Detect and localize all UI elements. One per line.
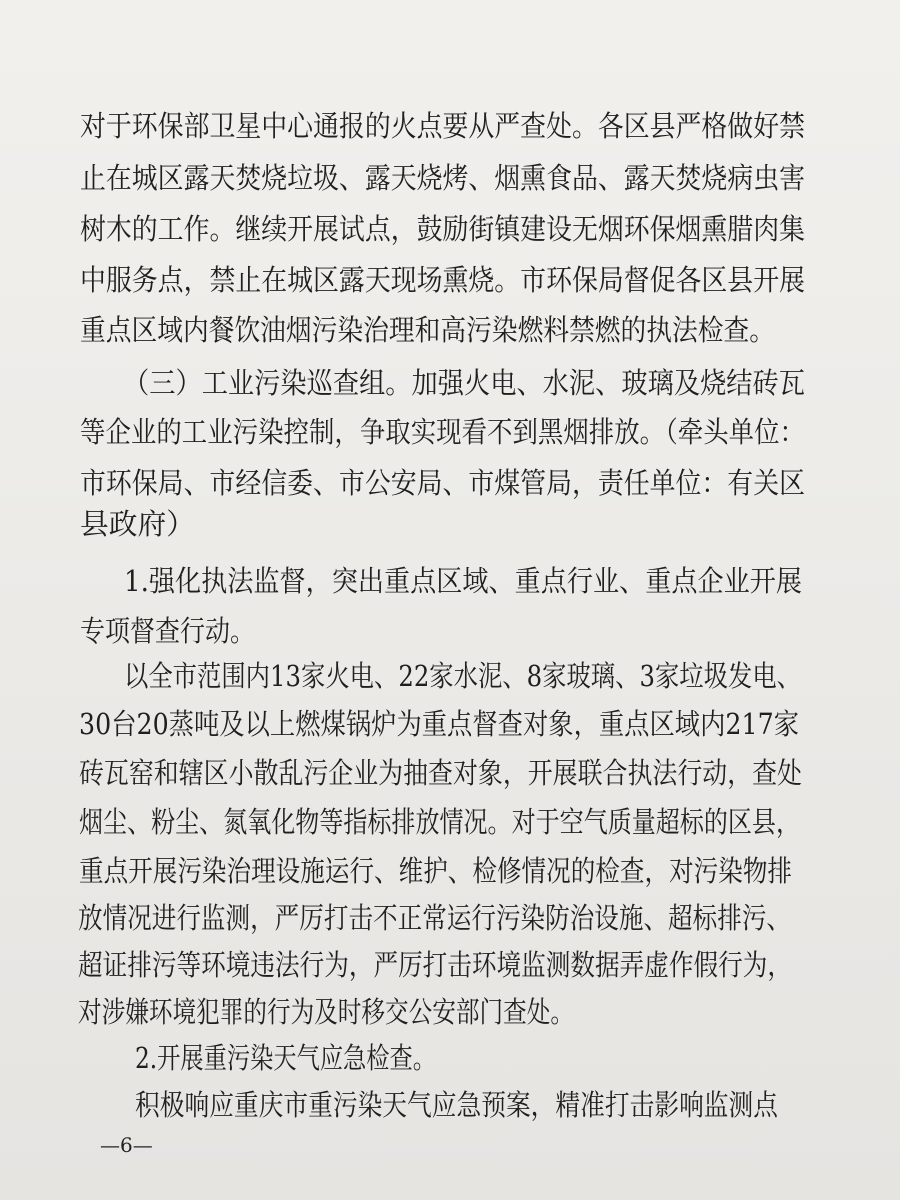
text-line: 放情况进行监测，严厉打击不正常运行污染防治设施、超标排污、 xyxy=(78,901,791,935)
text-line: 30台20蒸吨及以上燃煤锅炉为重点督查对象，重点区域内217家 xyxy=(79,707,799,741)
text-line: 重点开展污染治理设施运行、维护、检修情况的检查，对污染物排 xyxy=(79,854,792,888)
text-line: 砖瓦窑和辖区小散乱污企业为抽查对象，开展联合执法行动，查处 xyxy=(79,756,802,790)
text-line: 等企业的工业污染控制，争取实现看不到黑烟排放。（牵头单位： xyxy=(80,415,805,449)
text-line: 县政府） xyxy=(80,507,195,541)
text-line: 专项督查行动。 xyxy=(80,614,255,648)
text-line: 积极响应重庆市重污染天气应急预案，精准打击影响监测点 xyxy=(135,1088,778,1122)
text-line: 对于环保部卫星中心通报的火点要从严查处。各区县严格做好禁 xyxy=(80,109,805,143)
text-line: 对涉嫌环境犯罪的行为及时移交公安部门查处。 xyxy=(78,995,574,1029)
page-number: —6— xyxy=(100,1133,153,1157)
text-line: 1.强化执法监督，突出重点区域、重点行业、重点企业开展 xyxy=(124,564,802,598)
text-line: （三）工业污染巡查组。加强火电、水泥、玻璃及烧结砖瓦 xyxy=(123,366,805,400)
text-line: 重点区域内餐饮油烟污染治理和高污染燃料禁燃的执法检查。 xyxy=(80,313,775,347)
text-line: 市环保局、市经信委、市公安局、市煤管局，责任单位：有关区 xyxy=(80,466,805,500)
text-line: 2.开展重污染天气应急检查。 xyxy=(135,1041,436,1075)
text-line: 以全市范围内13家火电、22家水泥、8家玻璃、3家垃圾发电、 xyxy=(124,659,801,693)
text-line: 超证排污等环境违法行为，严厉打击环境监测数据弄虚作假行为， xyxy=(78,948,792,982)
text-line: 烟尘、粉尘、氮氧化物等指标排放情况。对于空气质量超标的区县， xyxy=(79,805,800,839)
text-line: 止在城区露天焚烧垃圾、露天烧烤、烟熏食品、露天焚烧病虫害 xyxy=(80,161,805,195)
text-line: 树木的工作。继续开展试点，鼓励街镇建设无烟环保烟熏腊肉集 xyxy=(80,212,805,246)
text-line: 中服务点，禁止在城区露天现场熏烧。市环保局督促各区县开展 xyxy=(80,263,805,297)
